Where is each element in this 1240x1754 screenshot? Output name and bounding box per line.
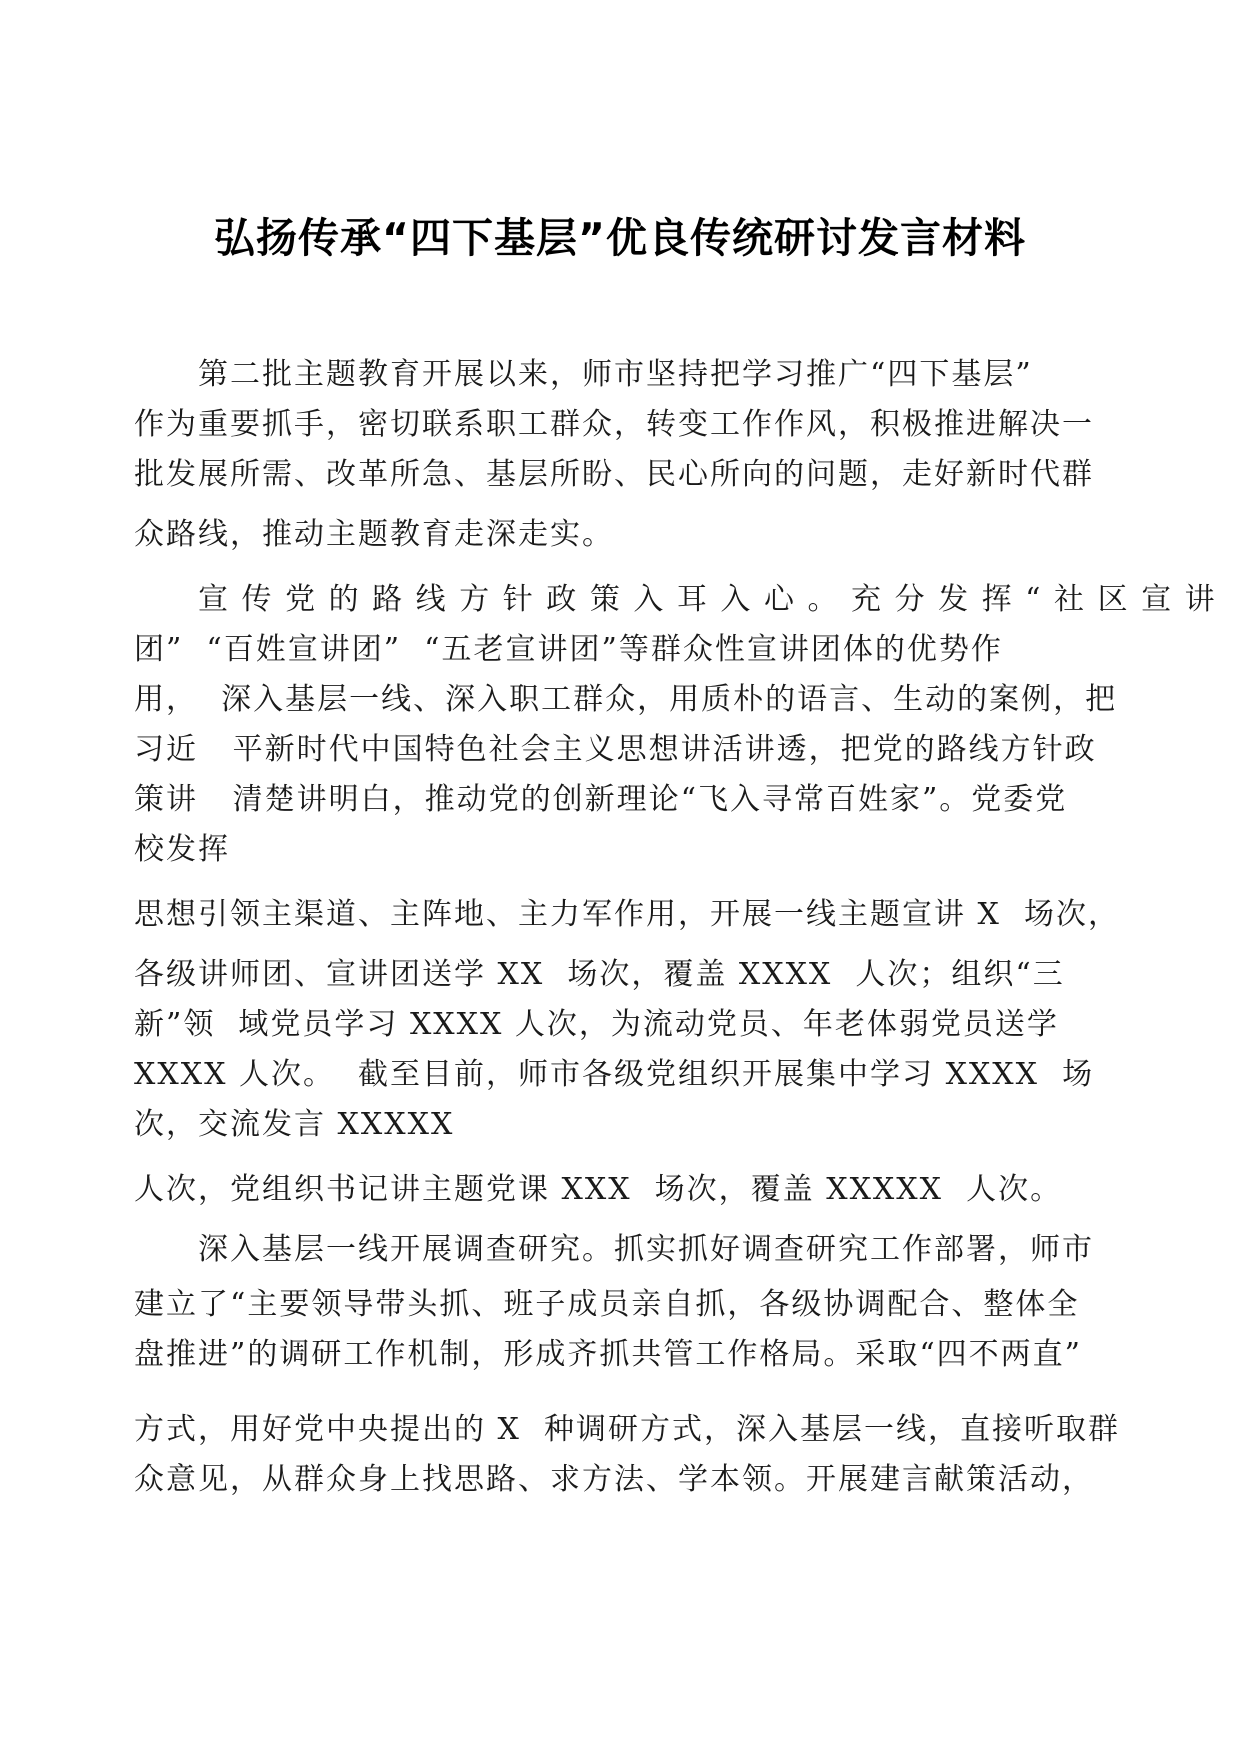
body-line-17: 深入基层一线开展调查研究。抓实抓好调查研究工作部署，师市 — [198, 1232, 1094, 1267]
body-line-12: 各级讲师团、宣讲团送学 XX 场次，覆盖 XXXX 人次；组织“三 — [134, 957, 1065, 992]
body-line-1: 第二批主题教育开展以来，师市坚持把学习推广“四下基层” — [198, 357, 1033, 392]
body-line-20: 方式，用好党中央提出的 X 种调研方式，深入基层一线，直接听取群 — [134, 1412, 1120, 1447]
body-line-2: 作为重要抓手，密切联系职工群众，转变工作作风，积极推进解决一 — [134, 407, 1094, 442]
body-line-13: 新”领 域党员学习 XXXX 人次，为流动党员、年老体弱党员送学 — [134, 1007, 1059, 1042]
body-line-10: 校发挥 — [134, 832, 230, 867]
body-line-6: 团” “百姓宣讲团” “五老宣讲团”等群众性宣讲团体的优势作 — [134, 632, 1003, 667]
body-line-19: 盘推进”的调研工作机制，形成齐抓共管工作格局。采取“四不两直” — [134, 1337, 1083, 1372]
body-line-11: 思想引领主渠道、主阵地、主力军作用，开展一线主题宣讲 X 场次， — [134, 897, 1120, 932]
body-line-5: 宣 传 党 的 路 线 方 针 政 策 入 耳 入 心 。 充 分 发 挥 “ 社 区 宣 讲 — [198, 582, 1217, 617]
body-line-4: 众路线，推动主题教育走深走实。 — [134, 517, 614, 552]
body-line-15: 次，交流发言 XXXXX — [134, 1107, 455, 1142]
body-line-9: 策讲 清楚讲明白，推动党的创新理论“飞入寻常百姓家”。党委党 — [134, 782, 1068, 817]
document-title: 弘扬传承“四下基层”优良传统研讨发言材料 — [214, 214, 1026, 262]
body-line-16: 人次，党组织书记讲主题党课 XXX 场次，覆盖 XXXXX 人次。 — [134, 1172, 1063, 1207]
body-line-21: 众意见，从群众身上找思路、求方法、学本领。开展建言献策活动， — [134, 1462, 1094, 1497]
body-line-3: 批发展所需、改革所急、基层所盼、民心所向的问题，走好新时代群 — [134, 457, 1094, 492]
body-line-14: XXXX 人次。 截至目前，师市各级党组织开展集中学习 XXXX 场 — [134, 1057, 1095, 1092]
body-line-7: 用， 深入基层一线、深入职工群众，用质朴的语言、生动的案例，把 — [134, 682, 1118, 717]
body-line-8: 习近 平新时代中国特色社会主义思想讲活讲透，把党的路线方针政 — [134, 732, 1097, 767]
body-line-18: 建立了“主要领导带头抓、班子成员亲自抓，各级协调配合、整体全 — [134, 1287, 1080, 1322]
